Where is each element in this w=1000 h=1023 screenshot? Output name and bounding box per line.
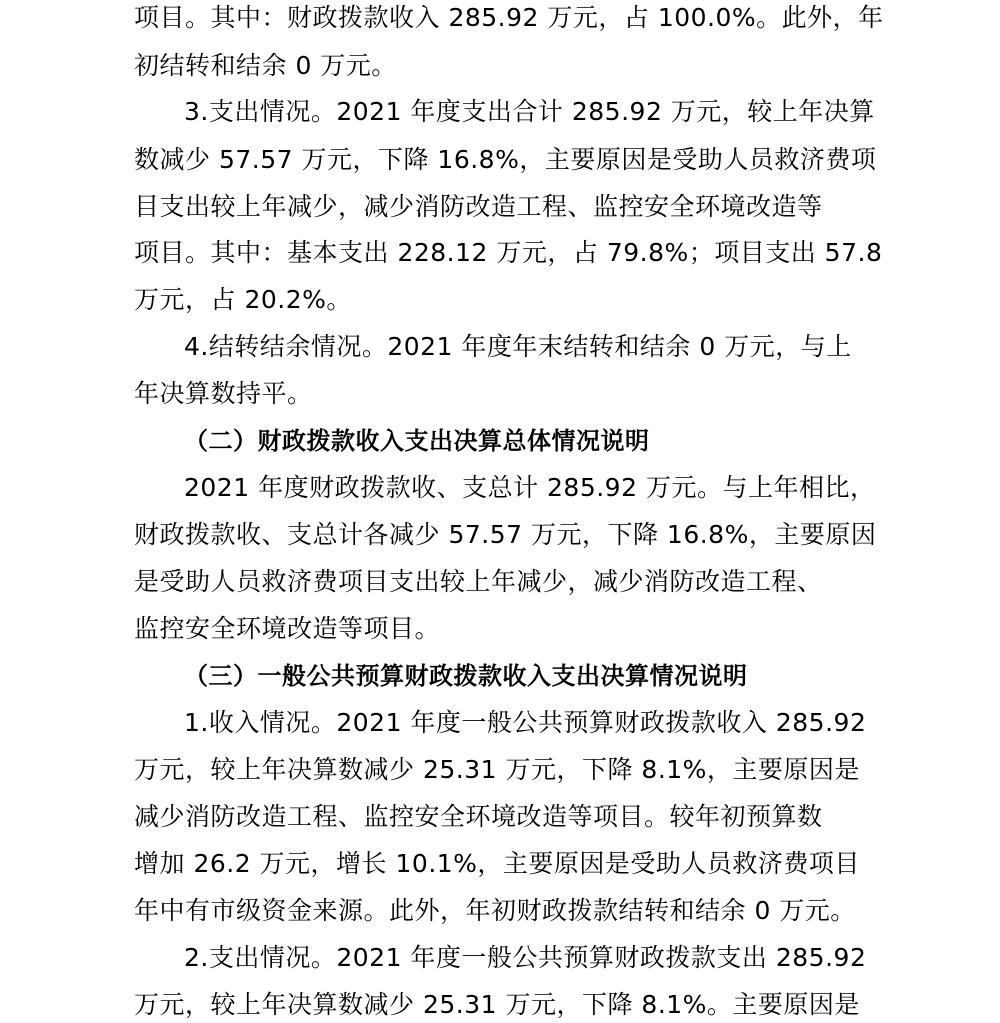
paragraph-line: 年决算数持平。 (134, 379, 313, 408)
paragraph-line: 年中有市级资金来源。此外，年初财政拨款结转和结余 0 万元。 (134, 896, 856, 925)
paragraph-line: 2021 年度财政拨款收、支总计 285.92 万元。与上年相比， (184, 473, 876, 502)
paragraph-line: 数减少 57.57 万元，下降 16.8%，主要原因是受助人员救济费项 (134, 145, 877, 174)
paragraph-line: 万元，较上年决算数减少 25.31 万元，下降 8.1%。主要原因是 (134, 990, 860, 1019)
paragraph-line: 监控安全环境改造等项目。 (134, 614, 441, 643)
paragraph-line: 万元，占 20.2%。 (134, 285, 352, 314)
paragraph-line: 是受助人员救济费项目支出较上年减少，减少消防改造工程、 (134, 567, 823, 596)
paragraph-line: 增加 26.2 万元，增长 10.1%，主要原因是受助人员救济费项目 (134, 849, 860, 878)
paragraph-line: 2.支出情况。2021 年度一般公共预算财政拨款支出 285.92 (184, 943, 867, 972)
paragraph-line: 初结转和结余 0 万元。 (134, 51, 397, 80)
paragraph-line: 1.收入情况。2021 年度一般公共预算财政拨款收入 285.92 (184, 708, 867, 737)
paragraph-line: 3.支出情况。2021 年度支出合计 285.92 万元，较上年决算 (184, 97, 875, 126)
paragraph-line: 项目。其中：基本支出 228.12 万元，占 79.8%；项目支出 57.8 (134, 238, 883, 267)
paragraph-line: 财政拨款收、支总计各减少 57.57 万元，下降 16.8%，主要原因 (134, 520, 877, 549)
paragraph-line: 项目。其中：财政拨款收入 285.92 万元，占 100.0%。此外，年 (134, 3, 884, 32)
paragraph-line: 4.结转结余情况。2021 年度年末结转和结余 0 万元，与上 (184, 332, 852, 361)
section-heading: （二）财政拨款收入支出决算总体情况说明 (184, 427, 650, 455)
paragraph-line: 目支出较上年减少，减少消防改造工程、监控安全环境改造等 (134, 192, 823, 221)
section-heading: （三）一般公共预算财政拨款收入支出决算情况说明 (184, 662, 748, 690)
paragraph-line: 万元，较上年决算数减少 25.31 万元，下降 8.1%，主要原因是 (134, 755, 860, 784)
paragraph-line: 减少消防改造工程、监控安全环境改造等项目。较年初预算数 (134, 802, 823, 831)
